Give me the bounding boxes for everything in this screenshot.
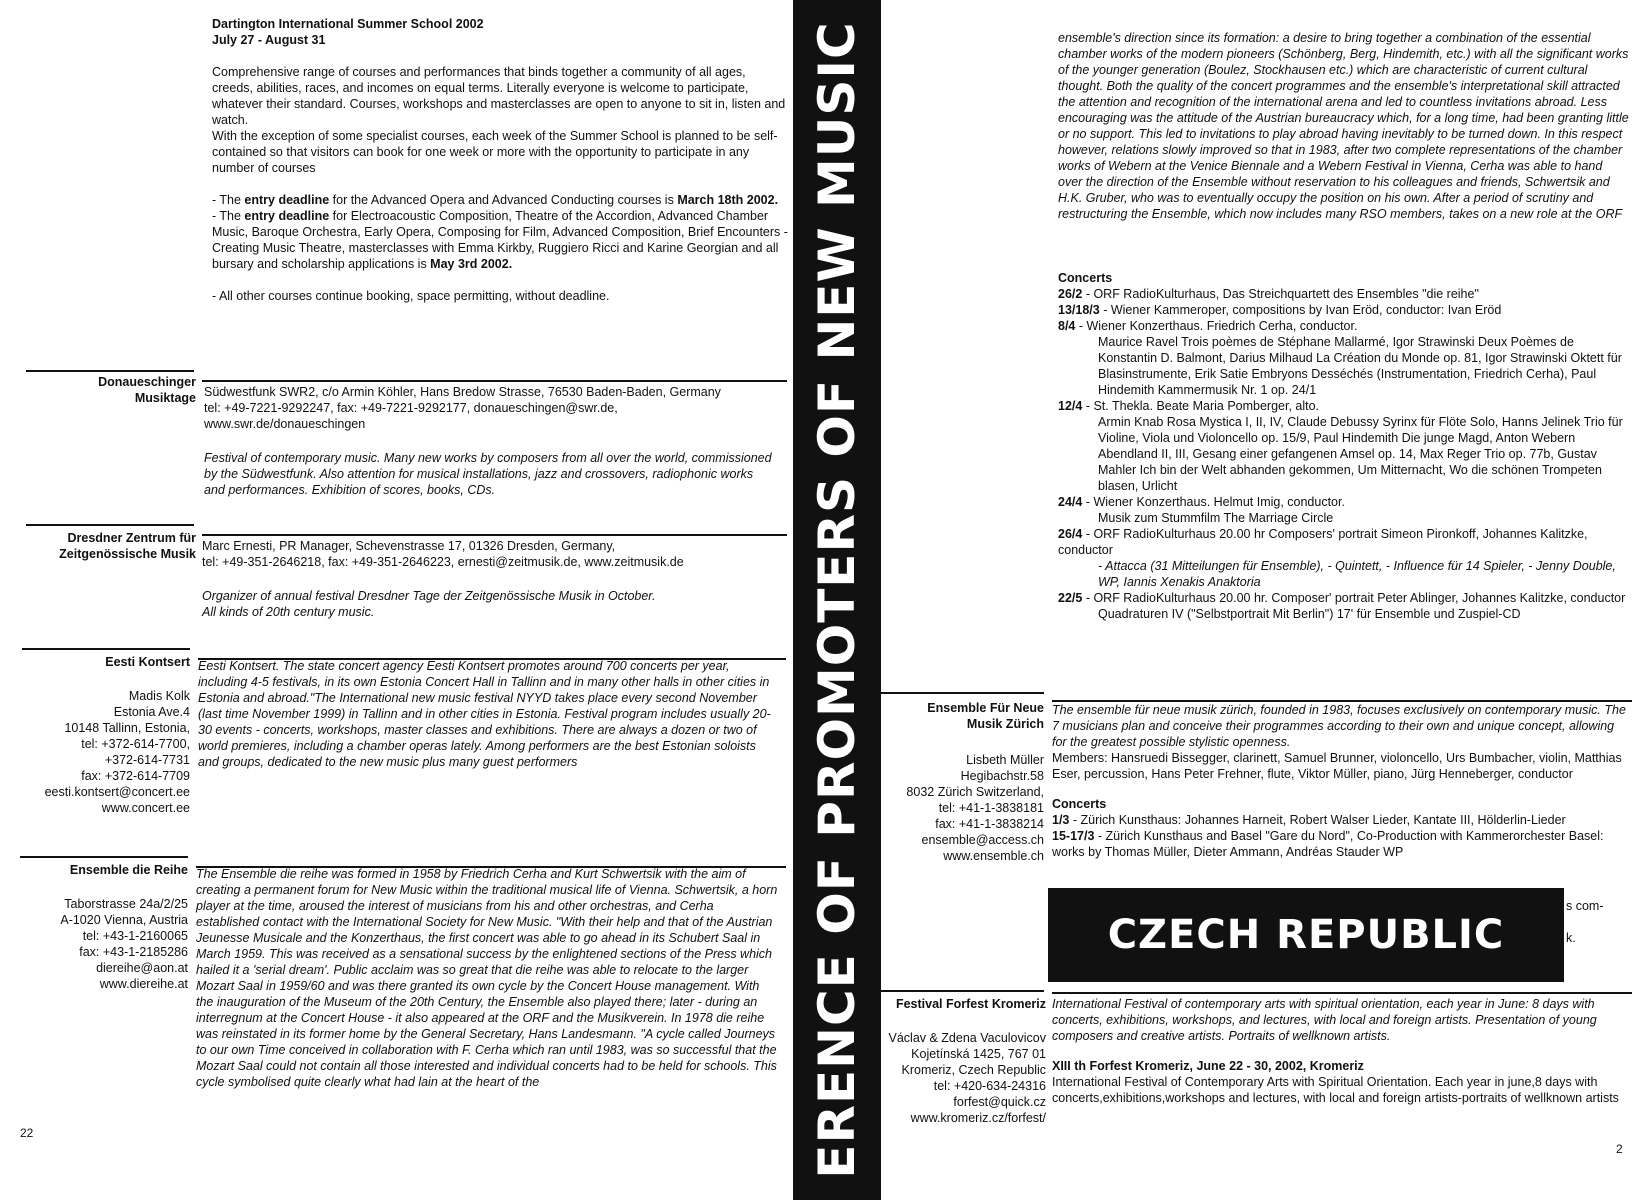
dresden-description: Organizer of annual festival Dresdner Tage der Zeitgenössische Musik in October. All kinds of 20th century music. bbox=[202, 589, 656, 619]
donau-label: Donaueschinger Musiktage bbox=[98, 375, 196, 405]
obscured-text-fragment: s com- bbox=[1566, 899, 1604, 913]
donau-description: Festival of contemporary music. Many new works by composers from all over the world, commissioned by the Südwestfunk. Also attention for musical installations, jazz and crossovers, radiophonic works and performances. Exhibition of scores, books, CDs. bbox=[204, 451, 772, 497]
reihe-concerts bbox=[1058, 270, 1630, 622]
page-number-right: 2 bbox=[1616, 1142, 1623, 1156]
concerts-heading: Concerts bbox=[1058, 271, 1113, 285]
divider-rule bbox=[20, 856, 188, 858]
reihe-contact: Taborstrasse 24a/2/25 A-1020 Vienna, Austria tel: +43-1-2160065 fax: +43-1-2185286 diereihe@aon.at www.diereihe.at bbox=[60, 897, 188, 991]
dartington-title: Dartington International Summer School 2002 bbox=[212, 17, 484, 31]
dartington-entry bbox=[212, 16, 790, 304]
kromeriz-details bbox=[1052, 996, 1632, 1106]
zurich-concert-item: 15-17/3 - Zürich Kunsthaus and Basel "Gare du Nord", Co-Production with Kammerorchester Basel: works by Thomas Müller, Dieter Ammann, Andréas Stauder WP bbox=[1052, 829, 1604, 859]
deadline-item-1: - The entry deadline for the Advanced Opera and Advanced Conducting courses is March 18th 2002. bbox=[212, 193, 779, 207]
dartington-paragraph-1: Comprehensive range of courses and performances that binds together a community of all ages, creeds, abilities, races, and incomes on equal terms. Literally everyone is welcome to participate, whatever their standard. Courses, workshops and masterclasses are open to anyone to sit in, listen and watch. bbox=[212, 65, 786, 127]
donau-contact: Südwestfunk SWR2, c/o Armin Köhler, Hans Bredow Strasse, 76530 Baden-Baden, Germany tel: +49-7221-9292247, fax: +49-7221-9292177, donaueschingen@swr.de, www.swr.de/donaueschingen bbox=[204, 385, 721, 431]
divider-rule bbox=[202, 534, 787, 536]
concert-item: 12/4 - St. Thekla. Beate Maria Pomberger, alto. Armin Knab Rosa Mystica I, II, IV, Claude Debussy Syrinx für Flöte Solo, Hanns Jelinek Trio für Violine, Viola und Violoncello op. 15/9, Paul Hindemith Die junge Magd, Anton Webern Abendland II, III, Gesang einer gefangenen Amsel op. 14, Max Reger Trio op. 77b, Gustav Mahler Ich bin der Welt abhanden gekommen, Um Mitternacht, Wo die schönen Trompeten blasen, Urlicht bbox=[1058, 399, 1623, 493]
kromeriz-description: International Festival of contemporary arts with spiritual orientation, each year in June: 8 days with concerts, exhibitions, workshops, and lectures, with local and foreign artists. Presentation of young composers and creative artists. Portraits of wellknown artists. bbox=[1052, 997, 1597, 1043]
zurich-concerts-heading: Concerts bbox=[1052, 797, 1107, 811]
dartington-paragraph-2: With the exception of some specialist courses, each week of the Summer School is planned to be self-contained so that visitors can book for one week or more with the opportunity to participate in any number of courses bbox=[212, 129, 778, 175]
eesti-contact: Madis Kolk Estonia Ave.4 10148 Tallinn, Estonia, tel: +372-614-7700, +372-614-7731 fax: +372-614-7709 eesti.kontsert@concert.ee www.concert.ee bbox=[44, 689, 190, 815]
kromeriz-label: Festival Forfest Kromeriz bbox=[895, 997, 1046, 1011]
divider-rule bbox=[876, 692, 1044, 694]
zurich-concert-item: 1/3 - Zürich Kunsthaus: Johannes Harneit, Robert Walser Lieder, Kantate III, Hölderlin-Lieder bbox=[1052, 813, 1566, 827]
concert-item: 26/2 - ORF RadioKulturhaus, Das Streichquartett des Ensembles "die reihe" bbox=[1058, 287, 1479, 301]
zurich-details bbox=[1052, 702, 1632, 860]
dresden-contact: Marc Ernesti, PR Manager, Schevenstrasse 17, 01326 Dresden, Germany, tel: +49-351-2646218, fax: +49-351-2646223, ernesti@zeitmusik.de, www.zeitmusik.de bbox=[202, 539, 684, 569]
eesti-description: Eesti Kontsert. The state concert agency Eesti Kontsert promotes around 700 concerts per year, including 4-5 festivals, in its own Estonia Concert Hall in Tallinn and in many other halls in other cities in Estonia and abroad."The International new music festival NYYD takes place every second November (last time November 1999) in Tallinn and in other cities in Estonia. Festival program includes usually 20-30 events - concerts, workshops, master classes and exhibitions. There are always a dozen or two of world premieres, including a chamber operas lately. Among performers are the best Estonian soloists and groups, dedicated to the new music plus many guest performers bbox=[198, 659, 771, 769]
concert-item: 22/5 - ORF RadioKulturhaus 20.00 hr. Composer' portrait Peter Ablinger, Johannes Kalitzke, conductor Quadraturen IV ("Selbstportrait Mit Berlin") 17' für Ensemble und Zuspiel-CD bbox=[1058, 591, 1626, 621]
divider-rule bbox=[26, 370, 194, 372]
divider-rule bbox=[1052, 992, 1632, 994]
banner-title: ERENCE OF PROMOTERS OF NEW MUSIC bbox=[808, 21, 866, 1179]
concert-item: 13/18/3 - Wiener Kammeroper, compositions by Ivan Eröd, conductor: Ivan Eröd bbox=[1058, 303, 1502, 317]
concert-item: 26/4 - ORF RadioKulturhaus 20.00 hr Composers' portrait Simeon Pironkoff, Johannes Kalitzke, conductor - Attacca (31 Mitteilungen für Ensemble), - Quintett, - Influence für 14 Spieler, - Jenny Double, WP, Iannis Xenakis Anaktoria bbox=[1058, 527, 1616, 589]
concert-item: 24/4 - Wiener Konzerthaus. Helmut Imig, conductor. Musik zum Stummfilm The Marriage Circle bbox=[1058, 495, 1345, 525]
reihe-label: Ensemble die Reihe bbox=[69, 863, 188, 877]
concert-item: 8/4 - Wiener Konzerthaus. Friedrich Cerha, conductor. Maurice Ravel Trois poèmes de Stéphane Mallarmé, Igor Strawinski Deux Poèmes de Konstantin D. Balmont, Darius Milhaud La Création du Monde op. 81, Igor Strawinski Oktett für Blasinstrumente, Erik Satie Embryons Desséchés (Instrumentation, Friedrich Cerha), Paul Hindemith Kammermusik Nr. 1 op. 24/1 bbox=[1058, 319, 1622, 397]
reihe-description: The Ensemble die reihe was formed in 1958 by Friedrich Cerha and Kurt Schwertsik with the aim of creating a permanent forum for New Music within the traditional musical life of Vienna. Schwertsik, a horn player at the time, aroused the interest of musicians from his and other orchestras, and Cerha established contact with the International Society for New Music. "With their help and that of the Austrian Jeunesse Musicale and the Konzerthaus, the first concert was able to go ahead in its Schubert Saal in March 1959. This was received as a sensational success by the enlightened sections of the Press which hailed it a 'serial dream'. Public acclaim was so great that die reihe was able to relocate to the larger Mozart Saal in 1959/60 and was there granted its own cycle by the Concert House management. With the inauguration of the Museum of the 20th Century, the Ensemble also played there; later - during an interregnum at the Concert House - it also appeared at the ORF and the Musikverein. In 1978 die reihe was reinstated in its former home by the General Secretary, Hans Landesmann. "A cycle called Journeys to our own Time conceived in collaboration with F. Cerha which ran until 1983, was so successful that the Mozart Saal could not contain all those interested and individual concerts had to be held for schools. This cycle symbolised quite clearly what had lain at the heart of the bbox=[196, 867, 778, 1089]
divider-rule bbox=[22, 648, 190, 650]
eesti-label: Eesti Kontsert bbox=[105, 655, 190, 669]
divider-rule bbox=[876, 990, 1044, 992]
deadline-item-2: - The entry deadline for Electroacoustic Composition, Theatre of the Accordion, Advanced Chamber Music, Baroque Orchestra, Early Opera, Composing for Film, Advanced Composition, Brief Encounters - Creating Music Theatre, masterclasses with Emma Kirkby, Ruggiero Ricci and Karine Georgian and all bursary and scholarship applications is May 3rd 2002. bbox=[212, 209, 788, 271]
page-number-left: 22 bbox=[20, 1126, 34, 1140]
dartington-dates: July 27 - August 31 bbox=[212, 33, 326, 47]
zurich-contact: Lisbeth Müller Hegibachstr.58 8032 Zürich Switzerland, tel: +41-1-3838181 fax: +41-1-3838214 ensemble@access.ch www.ensemble.ch bbox=[906, 753, 1044, 863]
deadline-item-3: - All other courses continue booking, space permitting, without deadline. bbox=[212, 289, 610, 303]
zurich-description: The ensemble für neue musik zürich, founded in 1983, focuses exclusively on contemporary music. The 7 musicians plan and conceive their programmes according to their own and unique concept, allowing for the greatest possible stylistic openness. bbox=[1052, 703, 1626, 749]
czech-republic-banner: CZECH REPUBLIC bbox=[1048, 888, 1564, 982]
reihe-continuation: ensemble's direction since its formation: a desire to bring together a combination of the essential chamber works of the modern pioneers (Schönberg, Berg, Hindemith, etc.) with all the significant works of the younger generation (Boulez, Stockhausen etc.) which are characteristic of current cultural thought. Both the quality of the concert programmes and the ensemble's interpretational skill attracted the attention and recognition of the international arena and led to countless invitations abroad. Less encouraging was the attitude of the Austrian bureaucracy which, for a long time, had been granting little or no support. This led to invitations to play abroad having inevitably to be turned down. In this respect however, relations slowly improved so that in 1983, after two complete representations of the chamber works of Webern at the Venice Biennale and a Webern Festival in Vienna, Cerha was able to hand over the direction of the Ensemble without reservation to his colleagues and friends, Schwertsik and H.K. Gruber, who was to eventually occupy the position on his own. After a period of scrutiny and restructuring the Ensemble, which now includes many RSO members, takes on a new role at the ORF bbox=[1058, 31, 1629, 221]
obscured-text-fragment: k. bbox=[1566, 931, 1576, 945]
kromeriz-contact: Václav & Zdena Vaculovicov Kojetínská 1425, 767 01 Kromeriz, Czech Republic tel: +420-634-24316 forfest@quick.cz www.kromeriz.cz/forfest/ bbox=[888, 1031, 1046, 1125]
zurich-members: Members: Hansruedi Bissegger, clarinett, Samuel Brunner, violoncello, Urs Bumbacher, violin, Matthias Eser, percussion, Hans Peter Frehner, flute, Viktor Müller, piano, Jürg Henneberger, conductor bbox=[1052, 751, 1622, 781]
kromeriz-event-description: International Festival of Contemporary Arts with Spiritual Orientation. Each year in june,8 days with concerts,exhibitions,workshops and lectures, with local and foreign artists-portraits of wellknown artists bbox=[1052, 1075, 1619, 1105]
dresden-label: Dresdner Zentrum für Zeitgenössische Musik bbox=[59, 531, 196, 561]
divider-rule bbox=[202, 380, 787, 382]
kromeriz-event-title: XIII th Forfest Kromeriz, June 22 - 30, 2002, Kromeriz bbox=[1052, 1059, 1364, 1073]
divider-rule bbox=[26, 524, 194, 526]
zurich-label: Ensemble Für Neue Musik Zürich bbox=[927, 701, 1044, 731]
